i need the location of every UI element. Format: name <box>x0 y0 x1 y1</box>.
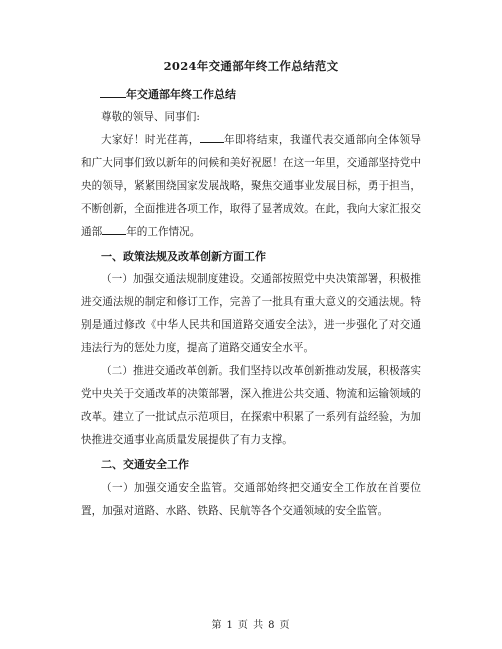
page-footer <box>0 616 502 631</box>
intro-paragraph <box>81 129 421 244</box>
year-blank <box>102 223 126 235</box>
footer-page-number: 1 <box>226 620 234 631</box>
footer-total-pages: 8 <box>268 620 276 631</box>
section-paragraph: （一）加强交通法规制度建设。交通部按照党中央决策部署，积极推进交通法规的制定和修订工作，完善了一批具有重大意义的交通法规。特别是通过修改《中华人民共和国道路交通安全法》，进一步强化了对交通违法行为的惩处力度，提高了道路交通安全水平。 <box>81 273 421 355</box>
intro-text-c: 年的工作情况。 <box>126 225 201 238</box>
section-heading: 二、交通安全工作 <box>101 457 189 471</box>
document-subtitle <box>100 86 236 102</box>
subtitle-text: 年交通部年终工作总结 <box>126 88 236 101</box>
section-paragraph: （二）推进交通改革创新。我们坚持以改革创新推动发展，积极落实党中央关于交通改革的决策部署，深入推进公共交通、物流和运输领域的改革。建立了一批试点示范项目，在探索中积累了一系列有益经验，为加快推进交通事业高质量发展提供了有力支撑。 <box>81 365 421 446</box>
footer-middle: 页 共 <box>237 620 265 631</box>
intro-text-b: 年即将结束，我谨代表交通部向全体领导和广大同事们致以新年的问候和美好祝愿！在这一年里，交通部坚持党中央的领导，紧紧围绕国家发展战略，聚焦交通事业发展目标，勇于担当，不断创新，全面推进各项工作，取得了显著成效。在此，我向大家汇报交通部 <box>81 134 422 238</box>
year-blank <box>100 86 126 98</box>
footer-prefix: 第 <box>211 620 223 631</box>
salutation: 尊敬的领导、同事们: <box>101 111 200 123</box>
document-body <box>81 129 421 522</box>
intro-text-a: 大家好！时光荏苒， <box>101 134 200 146</box>
footer-suffix: 页 <box>279 620 291 631</box>
section-paragraph: （一）加强交通安全监管。交通部始终把交通安全工作放在首要位置，加强对道路、水路、铁路、民航等各个交通领域的安全监管。 <box>81 481 421 517</box>
year-blank <box>200 131 224 143</box>
document-title: 2024年交通部年终工作总结范文 <box>163 59 339 73</box>
section-heading: 一、政策法规及改革创新方面工作 <box>101 249 266 263</box>
